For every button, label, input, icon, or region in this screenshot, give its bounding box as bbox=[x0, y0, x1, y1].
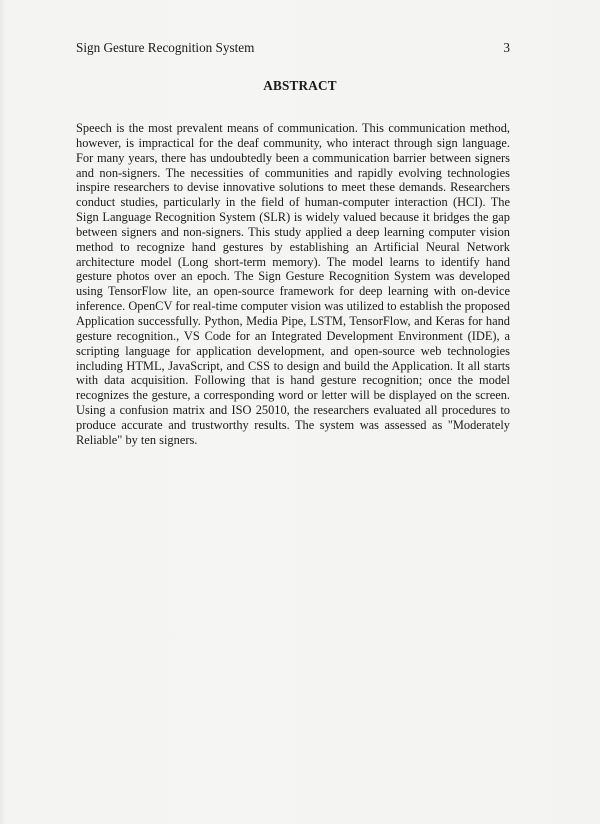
abstract-line: recognizes the gesture, a corresponding word or letter will be displayed on the screen. bbox=[76, 388, 510, 403]
abstract-line: including HTML, JavaScript, and CSS to design and build the Application. It all starts bbox=[76, 358, 510, 373]
abstract-line: Sign Language Recognition System (SLR) is widely valued because it bridges the gap bbox=[76, 210, 510, 225]
abstract-line: gesture photos over an epoch. The Sign Gesture Recognition System was developed bbox=[76, 269, 510, 284]
abstract-line: Reliable" by ten signers. bbox=[76, 432, 198, 447]
abstract-line: however, is impractical for the deaf community, who interact through sign language. bbox=[76, 135, 510, 150]
abstract-body bbox=[76, 121, 510, 448]
abstract-line: For many years, there has undoubtedly been a communication barrier between signers bbox=[76, 150, 510, 165]
abstract-line: using TensorFlow lite, an open-source framework for deep learning with on-device bbox=[76, 284, 510, 299]
abstract-line: Using a confusion matrix and ISO 25010, the researchers evaluated all procedures to bbox=[76, 403, 510, 418]
abstract-line: conduct studies, particularly in the field of human-computer interaction (HCI). The bbox=[76, 195, 510, 210]
abstract-line: Application successfully. Python, Media Pipe, LSTM, TensorFlow, and Keras for hand bbox=[76, 313, 510, 328]
abstract-heading: ABSTRACT bbox=[263, 78, 337, 93]
abstract-line: produce accurate and trustworthy results. The system was assessed as "Moderately bbox=[76, 417, 510, 432]
abstract-line: inspire researchers to devise innovative solutions to meet these demands. Researchers bbox=[76, 180, 510, 195]
abstract-line: architecture model (Long short-term memory). The model learns to identify hand bbox=[76, 254, 510, 269]
running-title: Sign Gesture Recognition System bbox=[76, 40, 255, 55]
abstract-line: gesture recognition., VS Code for an Integrated Development Environment (IDE), a bbox=[76, 328, 510, 343]
abstract-line: scripting language for application development, and open-source web technologies bbox=[76, 343, 510, 358]
abstract-line: with data acquisition. Following that is hand gesture recognition; once the model bbox=[76, 373, 510, 388]
page-number: 3 bbox=[503, 40, 510, 55]
abstract-line: method to recognize hand gestures by establishing an Artificial Neural Network bbox=[76, 239, 510, 254]
abstract-line: and non-signers. The necessities of communities and rapidly evolving technologies bbox=[76, 165, 510, 180]
abstract-line: inference. OpenCV for real-time computer vision was utilized to establish the proposed bbox=[76, 299, 510, 314]
abstract-line: Speech is the most prevalent means of communication. This communication method, bbox=[76, 121, 510, 135]
abstract-line: between signers and non-signers. This study applied a deep learning computer vision bbox=[76, 224, 510, 239]
